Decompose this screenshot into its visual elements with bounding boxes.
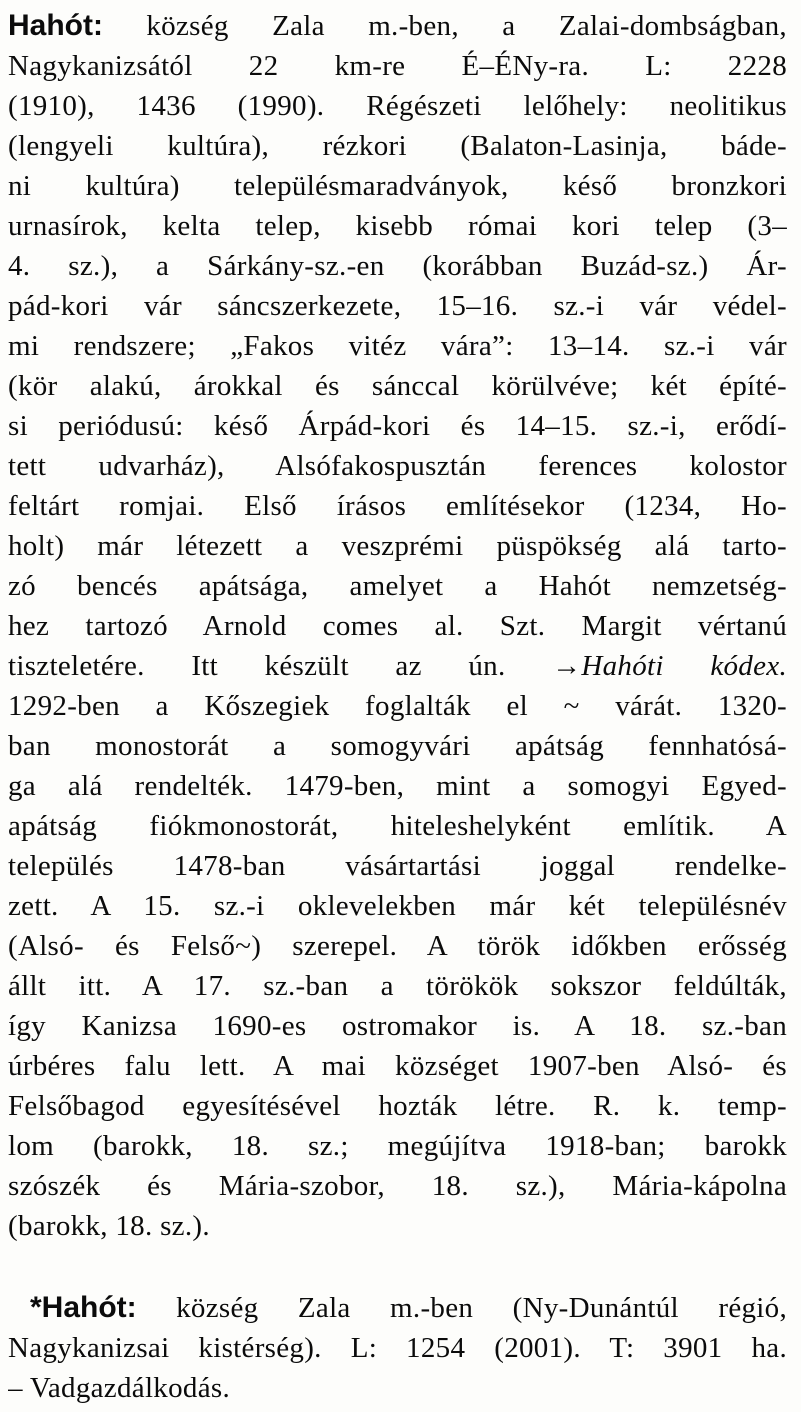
body-text: urnasírok, kelta telep, kisebb római kori telep (3– — [8, 210, 787, 242]
body-text: úrbéres falu lett. A mai községet 1907-ben Alsó- és — [8, 1050, 787, 1082]
body-text: si periódusú: késő Árpád-kori és 14–15. sz.-i, erődí- — [8, 410, 787, 442]
body-text: állt itt. A 17. sz.-ban a törökök sokszor feldúlták, — [8, 970, 787, 1002]
text-line — [8, 366, 787, 406]
body-text: apátság fiókmonostorát, hiteleshelyként említik. A — [8, 810, 787, 842]
body-text: (lengyeli kultúra), rézkori (Balaton-Lasinja, báde- — [8, 130, 787, 162]
text-line — [8, 86, 787, 126]
text-line — [8, 686, 787, 726]
body-text: Nagykanizsai kistérség). L: 1254 (2001). T: 3901 ha. — [8, 1332, 787, 1364]
text-line — [8, 126, 787, 166]
text-line — [8, 1288, 787, 1328]
body-text: (1910), 1436 (1990). Régészeti lelőhely: neolitikus — [8, 90, 787, 122]
text-line — [8, 606, 787, 646]
entry-headword: *Hahót: — [30, 1291, 137, 1324]
text-line — [8, 1166, 787, 1206]
body-text: hez tartozó Arnold comes al. Szt. Margit vértanú — [8, 610, 787, 642]
body-text: ga alá rendelték. 1479-ben, mint a somogyi Egyed- — [8, 770, 787, 802]
body-text: tett udvarház), Alsófakospusztán ferences kolostor — [8, 450, 787, 482]
text-line — [8, 166, 787, 206]
text-line — [8, 406, 787, 446]
text-line — [8, 6, 787, 46]
cross-reference-title: Hahóti kódex. — [581, 650, 787, 682]
body-text: 4. sz.), a Sárkány-sz.-en (korábban Buzád-sz.) Ár- — [8, 250, 787, 282]
body-text: szószék és Mária-szobor, 18. sz.), Mária-kápolna — [8, 1170, 787, 1202]
body-text: (barokk, 18. sz.). — [8, 1210, 210, 1242]
text-line — [8, 1206, 787, 1246]
body-text: község Zala m.-ben (Ny-Dunántúl régió, — [136, 1292, 787, 1324]
text-line — [8, 446, 787, 486]
text-line — [8, 766, 787, 806]
body-text: Felsőbagod egyesítésével hozták létre. R. k. temp- — [8, 1090, 787, 1122]
text-line — [8, 206, 787, 246]
text-line — [8, 286, 787, 326]
page-text — [8, 6, 787, 1408]
entry-hahot-main — [8, 6, 787, 1246]
body-text: zó bencés apátsága, amelyet a Hahót nemzetség- — [8, 570, 787, 602]
body-text: zett. A 15. sz.-i oklevelekben már két településnév — [8, 890, 787, 922]
text-line — [8, 486, 787, 526]
body-text: holt) már létezett a veszprémi püspökség alá tarto- — [8, 530, 787, 562]
text-line — [8, 1006, 787, 1046]
body-text: 1292-ben a Kőszegiek foglalták el ~ várát. 1320- — [8, 690, 787, 722]
body-text: település 1478-ban vásártartási joggal rendelke- — [8, 850, 787, 882]
text-line — [8, 246, 787, 286]
text-line — [8, 46, 787, 86]
body-text: Nagykanizsától 22 km-re É–ÉNy-ra. L: 2228 — [8, 50, 787, 82]
text-line — [8, 726, 787, 766]
text-line — [8, 1046, 787, 1086]
text-line — [8, 846, 787, 886]
text-line — [8, 646, 787, 686]
body-text: község Zala m.-ben, a Zalai-dombságban, — [102, 10, 787, 42]
body-text: – Vadgazdálkodás. — [8, 1372, 231, 1404]
body-text: így Kanizsa 1690-es ostromakor is. A 18. sz.-ban — [8, 1010, 787, 1042]
body-text: lom (barokk, 18. sz.; megújítva 1918-ban; barokk — [8, 1130, 787, 1162]
body-text: feltárt romjai. Első írásos említésekor (1234, Ho- — [8, 490, 787, 522]
entry-headword: Hahót: — [8, 9, 103, 42]
text-line — [8, 1328, 787, 1368]
text-line — [8, 806, 787, 846]
body-text: mi rendszere; „Fakos vitéz vára”: 13–14. sz.-i vár — [8, 330, 787, 362]
text-line — [8, 926, 787, 966]
body-text: ban monostorát a somogyvári apátság fennhatósá- — [8, 730, 787, 762]
text-line — [8, 526, 787, 566]
text-line — [8, 886, 787, 926]
text-line — [8, 566, 787, 606]
body-text: (Alsó- és Felső~) szerepel. A török időkben erősség — [8, 930, 787, 962]
text-line — [8, 1368, 787, 1408]
entry-hahot-secondary — [8, 1288, 787, 1408]
text-line — [8, 966, 787, 1006]
body-text: (kör alakú, árokkal és sánccal körülvéve; két építé- — [8, 370, 787, 402]
text-line — [8, 1126, 787, 1166]
body-text: pád-kori vár sáncszerkezete, 15–16. sz.-i vár védel- — [8, 290, 787, 322]
body-text: tiszteletére. Itt készült az ún. → — [8, 650, 582, 682]
text-line — [8, 1086, 787, 1126]
body-text: ni kultúra) településmaradványok, késő bronzkori — [8, 170, 787, 202]
text-line — [8, 326, 787, 366]
